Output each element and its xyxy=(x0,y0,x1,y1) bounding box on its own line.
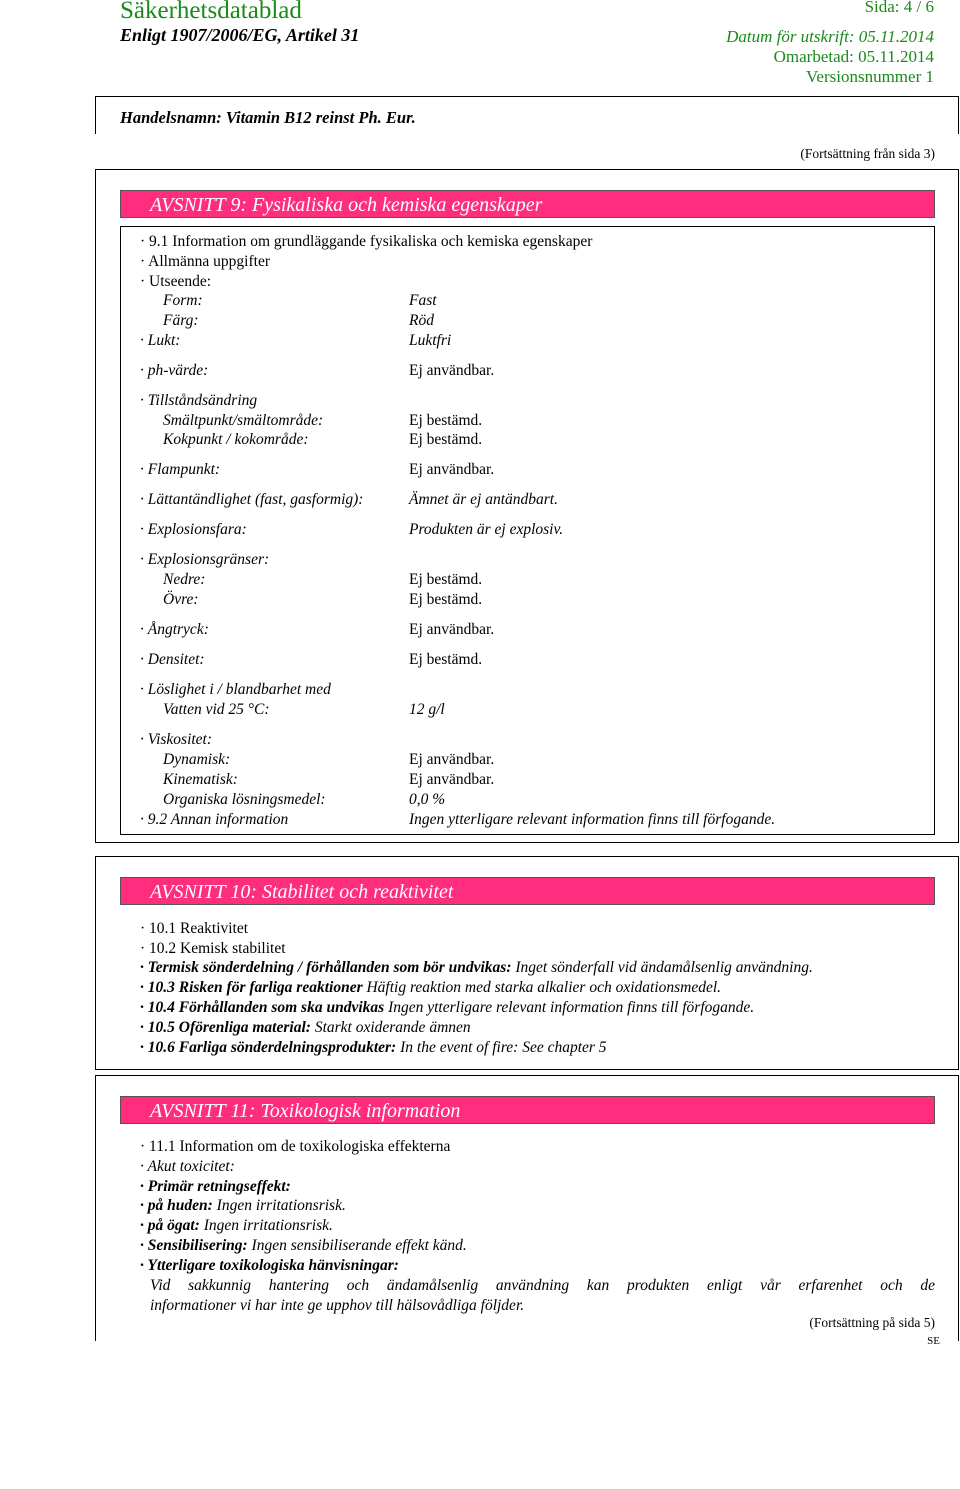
reactivity: · 10.1 Reaktivitet xyxy=(140,920,249,937)
state-change-label: · Tillståndsändring xyxy=(140,392,258,409)
toxicological-effects: · 11.1 Information om de toxikologiska effekterna xyxy=(140,1138,451,1155)
general-info: · Allmänna uppgifter xyxy=(140,253,270,270)
thermal-decomposition-label: · Termisk sönderdelning / förhållanden som bör undvikas: xyxy=(140,959,512,976)
acute-toxicity: · Akut toxicitet: xyxy=(140,1158,235,1175)
document-title: Säkerhetsdatablad xyxy=(120,0,302,24)
dynamic-value: Ej användbar. xyxy=(409,751,495,768)
thermal-decomposition-value: Inget sönderfall vid ändamålsenlig användning. xyxy=(515,959,813,976)
hazardous-reactions-label: · 10.3 Risken för farliga reaktioner xyxy=(140,979,363,996)
viscosity-label: · Viskositet: xyxy=(140,731,213,748)
vapour-value: Ej användbar. xyxy=(409,621,495,638)
incompatible-materials-value: Starkt oxiderande ämnen xyxy=(314,1019,471,1036)
section-9-heading xyxy=(120,190,935,218)
section-10-heading-text: AVSNITT 10: Stabilitet och reaktivitet xyxy=(150,881,454,903)
sensitization xyxy=(140,1236,467,1256)
color-value: Röd xyxy=(409,312,434,329)
density-label: · Densitet: xyxy=(140,651,205,668)
skin-effect-value: Ingen irritationsrisk. xyxy=(216,1197,346,1214)
eye-effect xyxy=(140,1216,333,1236)
continued-to: (Fortsättning på sida 5) xyxy=(809,1315,935,1330)
form-value: Fast xyxy=(409,292,437,309)
density-value: Ej bestämd. xyxy=(409,651,483,668)
conditions-to-avoid-value: Ingen ytterligare relevant information finns till förfogande. xyxy=(388,999,755,1016)
upper-limit-value: Ej bestämd. xyxy=(409,591,483,608)
solubility-label: · Löslighet i / blandbarhet med xyxy=(140,681,331,698)
odor-value: Luktfri xyxy=(409,332,452,349)
additional-toxicology: · Ytterligare toxikologiska hänvisningar: xyxy=(140,1257,399,1274)
melting-label: Smältpunkt/smältområde: xyxy=(163,412,324,429)
skin-effect-label: · på huden: xyxy=(140,1197,213,1214)
other-info-value: Ingen ytterligare relevant information finns till förfogande. xyxy=(409,811,776,828)
solvent-label: Organiska lösningsmedel: xyxy=(163,791,326,808)
explosion-label: · Explosionsfara: xyxy=(140,521,247,538)
page-number: Sida: 4 / 6 xyxy=(864,0,934,16)
water-value: 12 g/l xyxy=(409,701,445,718)
language-code: SE xyxy=(927,1335,940,1347)
melting-value: Ej bestämd. xyxy=(409,412,483,429)
print-date: Datum för utskrift: 05.11.2014 xyxy=(726,27,934,46)
hazardous-reactions-value: Häftig reaktion med starka alkalier och oxidationsmedel. xyxy=(366,979,722,996)
toxicology-text-line-1: Vid sakkunnig hantering och ändamålsenlig användning kan produkten enligt vår erfarenhet och de xyxy=(150,1277,935,1294)
section-9-heading-text: AVSNITT 9: Fysikaliska och kemiska egenskaper xyxy=(150,194,543,216)
vapour-label: · Ångtryck: xyxy=(140,621,209,638)
revised-date: Omarbetad: 05.11.2014 xyxy=(773,47,934,66)
section-10-heading xyxy=(120,877,935,905)
upper-limit-label: Övre: xyxy=(163,591,199,608)
primary-irritation: · Primär retningseffekt: xyxy=(140,1178,291,1195)
skin-effect xyxy=(140,1196,346,1216)
odor-label: · Lukt: xyxy=(140,332,181,349)
color-label: Färg: xyxy=(163,312,199,329)
eye-effect-label: · på ögat: xyxy=(140,1217,200,1234)
hazardous-reactions xyxy=(140,978,721,998)
decomposition-products-label: · 10.6 Farliga sönderdelningsprodukter: xyxy=(140,1039,397,1056)
incompatible-materials xyxy=(140,1018,471,1038)
toxicology-text-line-2: informationer vi har inte ge upphov till hälsovådliga följder. xyxy=(150,1297,525,1314)
lower-limit-label: Nedre: xyxy=(163,571,206,588)
eye-effect-value: Ingen irritationsrisk. xyxy=(203,1217,333,1234)
water-label: Vatten vid 25 °C: xyxy=(163,701,270,718)
decomposition-products-value: In the event of fire: See chapter 5 xyxy=(400,1039,607,1056)
sensitization-value: Ingen sensibiliserande effekt känd. xyxy=(251,1237,467,1254)
flash-label: · Flampunkt: xyxy=(140,461,221,478)
document-subtitle: Enligt 1907/2006/EG, Artikel 31 xyxy=(120,25,360,45)
other-info-label: · 9.2 Annan information xyxy=(140,811,289,828)
conditions-to-avoid xyxy=(140,998,754,1018)
flammability-label: · Lättantändlighet (fast, gasformig): xyxy=(140,491,364,508)
decomposition-products xyxy=(140,1038,607,1058)
chemical-stability: · 10.2 Kemisk stabilitet xyxy=(140,940,286,957)
incompatible-materials-label: · 10.5 Oförenliga material: xyxy=(140,1019,311,1036)
solvent-value: 0,0 % xyxy=(409,791,446,808)
section-11-heading xyxy=(120,1096,935,1124)
conditions-to-avoid-label: · 10.4 Förhållanden som ska undvikas xyxy=(140,999,385,1016)
version-number: Versionsnummer 1 xyxy=(806,67,934,86)
boiling-value: Ej bestämd. xyxy=(409,431,483,448)
thermal-decomposition xyxy=(140,958,813,978)
appearance-label: · Utseende: xyxy=(140,273,212,290)
explosion-value: Produkten är ej explosiv. xyxy=(409,521,564,538)
kinematic-value: Ej användbar. xyxy=(409,771,495,788)
lower-limit-value: Ej bestämd. xyxy=(409,571,483,588)
flammability-value: Ämnet är ej antändbart. xyxy=(409,491,558,508)
boiling-label: Kokpunkt / kokområde: xyxy=(163,431,309,448)
dynamic-label: Dynamisk: xyxy=(163,751,231,768)
flash-value: Ej användbar. xyxy=(409,461,495,478)
form-label: Form: xyxy=(163,292,203,309)
ph-value: Ej användbar. xyxy=(409,362,495,379)
kinematic-label: Kinematisk: xyxy=(163,771,238,788)
explosion-limits-label: · Explosionsgränser: xyxy=(140,551,270,568)
trade-name: Handelsnamn: Vitamin B12 reinst Ph. Eur. xyxy=(120,108,416,127)
sensitization-label: · Sensibilisering: xyxy=(140,1237,248,1254)
ph-label: · ph-värde: xyxy=(140,362,209,379)
section-11-heading-text: AVSNITT 11: Toxikologisk information xyxy=(150,1100,461,1122)
info-9-1: · 9.1 Information om grundläggande fysikaliska och kemiska egenskaper xyxy=(140,233,593,250)
continued-from: (Fortsättning från sida 3) xyxy=(800,146,935,161)
